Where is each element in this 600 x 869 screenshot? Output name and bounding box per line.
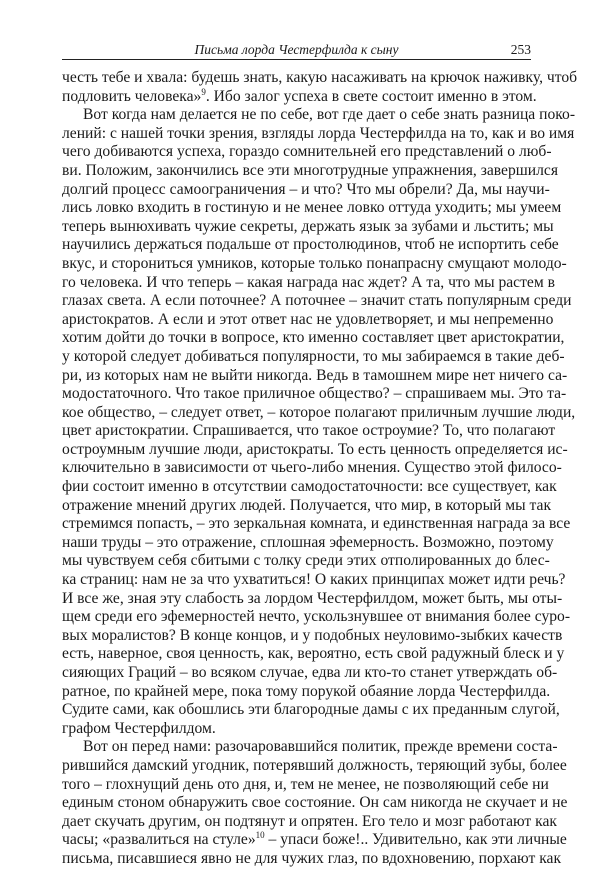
text-line: щем среди его эфемерностей нечто, ускользнувшее от внимания более суро-	[62, 608, 571, 626]
text-line: И все же, зная эту слабость за лордом Честерфилдом, может быть, мы оты-	[62, 589, 563, 607]
text-line: мы чувствуем себя сбитыми с толку среди этих отполированных до блес-	[62, 552, 550, 570]
text-line: ри, из которых нам не выйти никогда. Ведь в тамошнем мире нет ничего са-	[62, 366, 568, 384]
text-line: теперь вынюхивать чужие секреты, держать язык за зубами и льстить; мы	[62, 217, 554, 235]
text-line: отражение мнений других людей. Получается, что мир, в который мы так	[62, 496, 552, 514]
text-line: фии состоит именно в отсутствии самодостаточности: все существует, как	[62, 478, 557, 496]
footnote-ref: 10	[255, 830, 265, 841]
text-line: подловить человека»$^9$. Ибо залог успеха в свете состоит именно в этом.	[62, 86, 537, 105]
paragraph	[62, 106, 576, 738]
text-line: вых моралистов? В конце концов, и у подобных неуловимо-зыбких качеств	[62, 626, 563, 644]
text-line: модостаточного. Что такое приличное общество? – спрашиваем мы. Это та-	[62, 385, 567, 403]
text-line: есть, наверное, своя ценность, как, вероятно, есть свой радужный блеск и у	[62, 645, 565, 663]
text-line: стремимся попасть, – это зеркальная комната, и единственная награда за все	[62, 515, 571, 533]
text-line: цвет аристократии. Спрашивается, что такое остроумие? То, что полагают	[62, 422, 556, 440]
text-line: у которой следует добиваться популярности, то мы забираемся в такие деб-	[62, 347, 565, 365]
text-line: остроумным лучшие люди, аристократы. То есть ценность определяется ис-	[62, 440, 568, 458]
body-text	[62, 69, 578, 869]
page-number: 253	[510, 42, 531, 57]
text-line: хотим дойти до точки в вопросе, кто именно составляет цвет аристократии,	[62, 329, 565, 347]
text-line: го человека. И что теперь – какая награда нас ждет? А та, что мы растем в	[62, 273, 555, 291]
text-line: сияющих Граций – во всяком случае, едва ли кто-то станет утверждать об-	[62, 664, 558, 681]
text-line: того – глохнущий день ото дня, и, тем не менее, не позволяющий себе ни	[62, 775, 549, 793]
text-line: наши труды – это отражение, сплошная эфемерность. Возможно, поэтому	[62, 533, 554, 551]
text-line: чего добиваются успеха, гораздо сомнительней его представлений о люб-	[62, 143, 552, 161]
text-line: кое общество, – следует ответ, – которое полагают приличным лучшие люди,	[62, 403, 576, 421]
text-line: Судите сами, как обошлись эти благородные дамы с их преданным слугой,	[62, 701, 560, 719]
text-line: ви. Положим, закончились все эти многотрудные упражнения, завершился	[62, 161, 558, 179]
footnote-ref: 9	[201, 86, 206, 97]
running-head	[62, 41, 531, 60]
text-line: глазах света. А если поточнее? А поточнее – значит стать популярным среди	[62, 292, 572, 310]
running-title: Письма лорда Честерфилда к сыну	[194, 42, 399, 57]
text-line: часы; «развалиться на стуле»$^{10}$ – упаси боже!.. Удивительно, как эти личные	[62, 830, 567, 849]
text-line: рившийся дамский угодник, потерявший должность, теряющий зубы, более	[62, 756, 567, 774]
text-line: аристократов. А если и этот ответ нас не удовлетворяет, и мы непременно	[62, 310, 554, 328]
text-line: научились держаться подальше от простолюдинов, чтоб не испортить себе	[62, 236, 559, 254]
paragraph	[62, 738, 568, 868]
text-line: лись ловко входить в гостиную и не менее ловко оттуда уходить; мы умеем	[62, 199, 562, 217]
text-line: честь тебе и хвала: будешь знать, какую насаживать на крючок наживку, чтоб	[62, 69, 578, 86]
text-line: дает скучать другим, он подтянут и опрятен. Его тело и мозг работают как	[62, 812, 557, 830]
paragraph	[62, 69, 578, 106]
text-line: единым стоном обнаружить свое состояние. Он сам никогда не скучает и не	[62, 794, 568, 812]
text-line: ключительно в зависимости от чьего-либо мнения. Существо этой филосо-	[62, 459, 562, 477]
text-line: ратное, по крайней мере, пока тому порукой обаяние лорда Честерфилда.	[62, 682, 551, 700]
text-line: долгий процесс самоограничения – и что? Что мы обрели? Да, мы научи-	[62, 180, 550, 198]
text-line: Вот когда нам делается не по себе, вот где дает о себе знать разница поко-	[83, 106, 576, 124]
text-line: вкус, и сторониться умников, которые только понапрасну смущают молодо-	[62, 254, 567, 272]
text-line: письма, писавшиеся явно не для чужих глаз, по вдохновению, порхают как	[62, 849, 562, 867]
text-line: ка страниц: нам не за что ухватиться! О каких принципах может идти речь?	[62, 571, 566, 589]
text-line: графом Честерфилдом.	[62, 719, 216, 737]
text-line: лений: с нашей точки зрения, взгляды лорда Честерфилда на то, как и во имя	[62, 124, 575, 142]
text-line: Вот он перед нами: разочаровавшийся политик, прежде времени соста-	[83, 738, 558, 756]
